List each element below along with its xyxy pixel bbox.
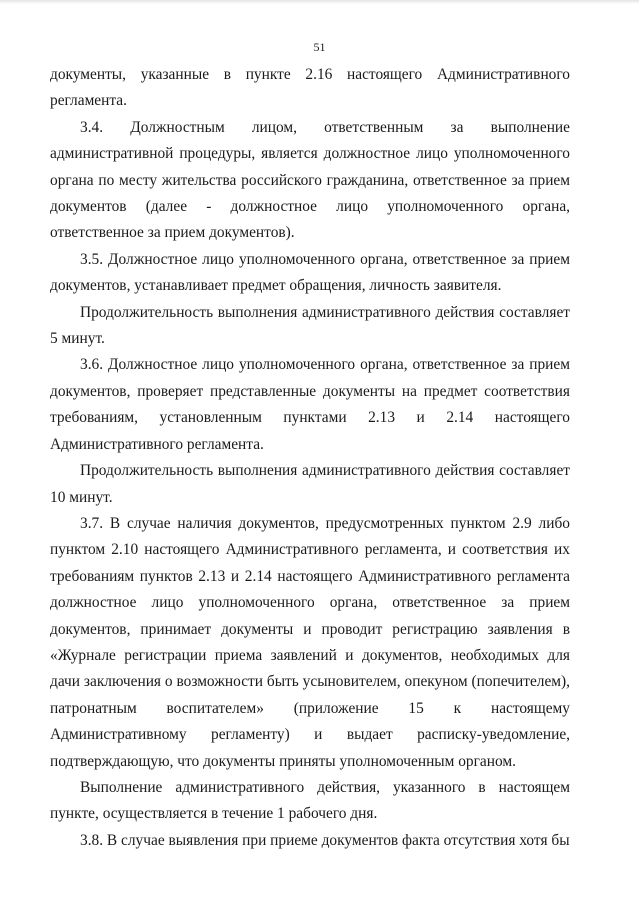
paragraph-3-7: 3.7. В случае наличия документов, предусмотренных пунктом 2.9 либо пунктом 2.10 настоящего Административного регламента, и соответствия их требованиям пунктов 2.13 и 2.14 настоящего Административного регламента должностное лицо уполномоченного органа, ответственное за прием документов, принимает документы и проводит регистрацию заявления в «Журнале регистрации приема заявлений и документов, необходимых для дачи заключения о возможности быть усыновителем, опекуном (попечителем), патронатным воспитателем» (приложение 15 к настоящему Административному регламенту) и выдает расписку-уведомление, подтверждающую, что документы приняты уполномоченным органом. [50, 514, 570, 770]
paragraph-continuation: документы, указанные в пункте 2.16 настоящего Административного регламента. [50, 66, 570, 110]
scan-edge [0, 0, 639, 4]
page-number: 51 [313, 40, 326, 54]
paragraph-3-6: 3.6. Должностное лицо уполномоченного органа, ответственное за прием документов, проверяет представленные документы на предмет соответствия требованиям, установленным пунктами 2.13 и 2.14 настоящего Административного регламента. [50, 356, 570, 453]
paragraph-execution-1-day: Выполнение административного действия, указанного в настоящем пункте, осуществляется в течение 1 рабочего дня. [50, 778, 570, 823]
paragraph-3-4: 3.4. Должностным лицом, ответственным за выполнение административной процедуры, является должностное лицо уполномоченного органа по месту жительства российского гражданина, ответственное за прием документов (далее - должностное лицо уполномоченного органа, ответственное за прием документов). [50, 118, 570, 242]
paragraph-duration-10: Продолжительность выполнения административного действия составляет 10 минут. [50, 462, 570, 506]
paragraph-3-5: 3.5. Должностное лицо уполномоченного органа, ответственное за прием документов, устанавливает предмет обращения, личность заявителя. [50, 250, 570, 295]
paragraph-duration-5: Продолжительность выполнения административного действия составляет 5 минут. [50, 303, 570, 348]
paragraph-3-8: 3.8. В случае выявления при приеме документов факта отсутствия хотя бы [80, 831, 570, 849]
document-body [50, 62, 570, 854]
